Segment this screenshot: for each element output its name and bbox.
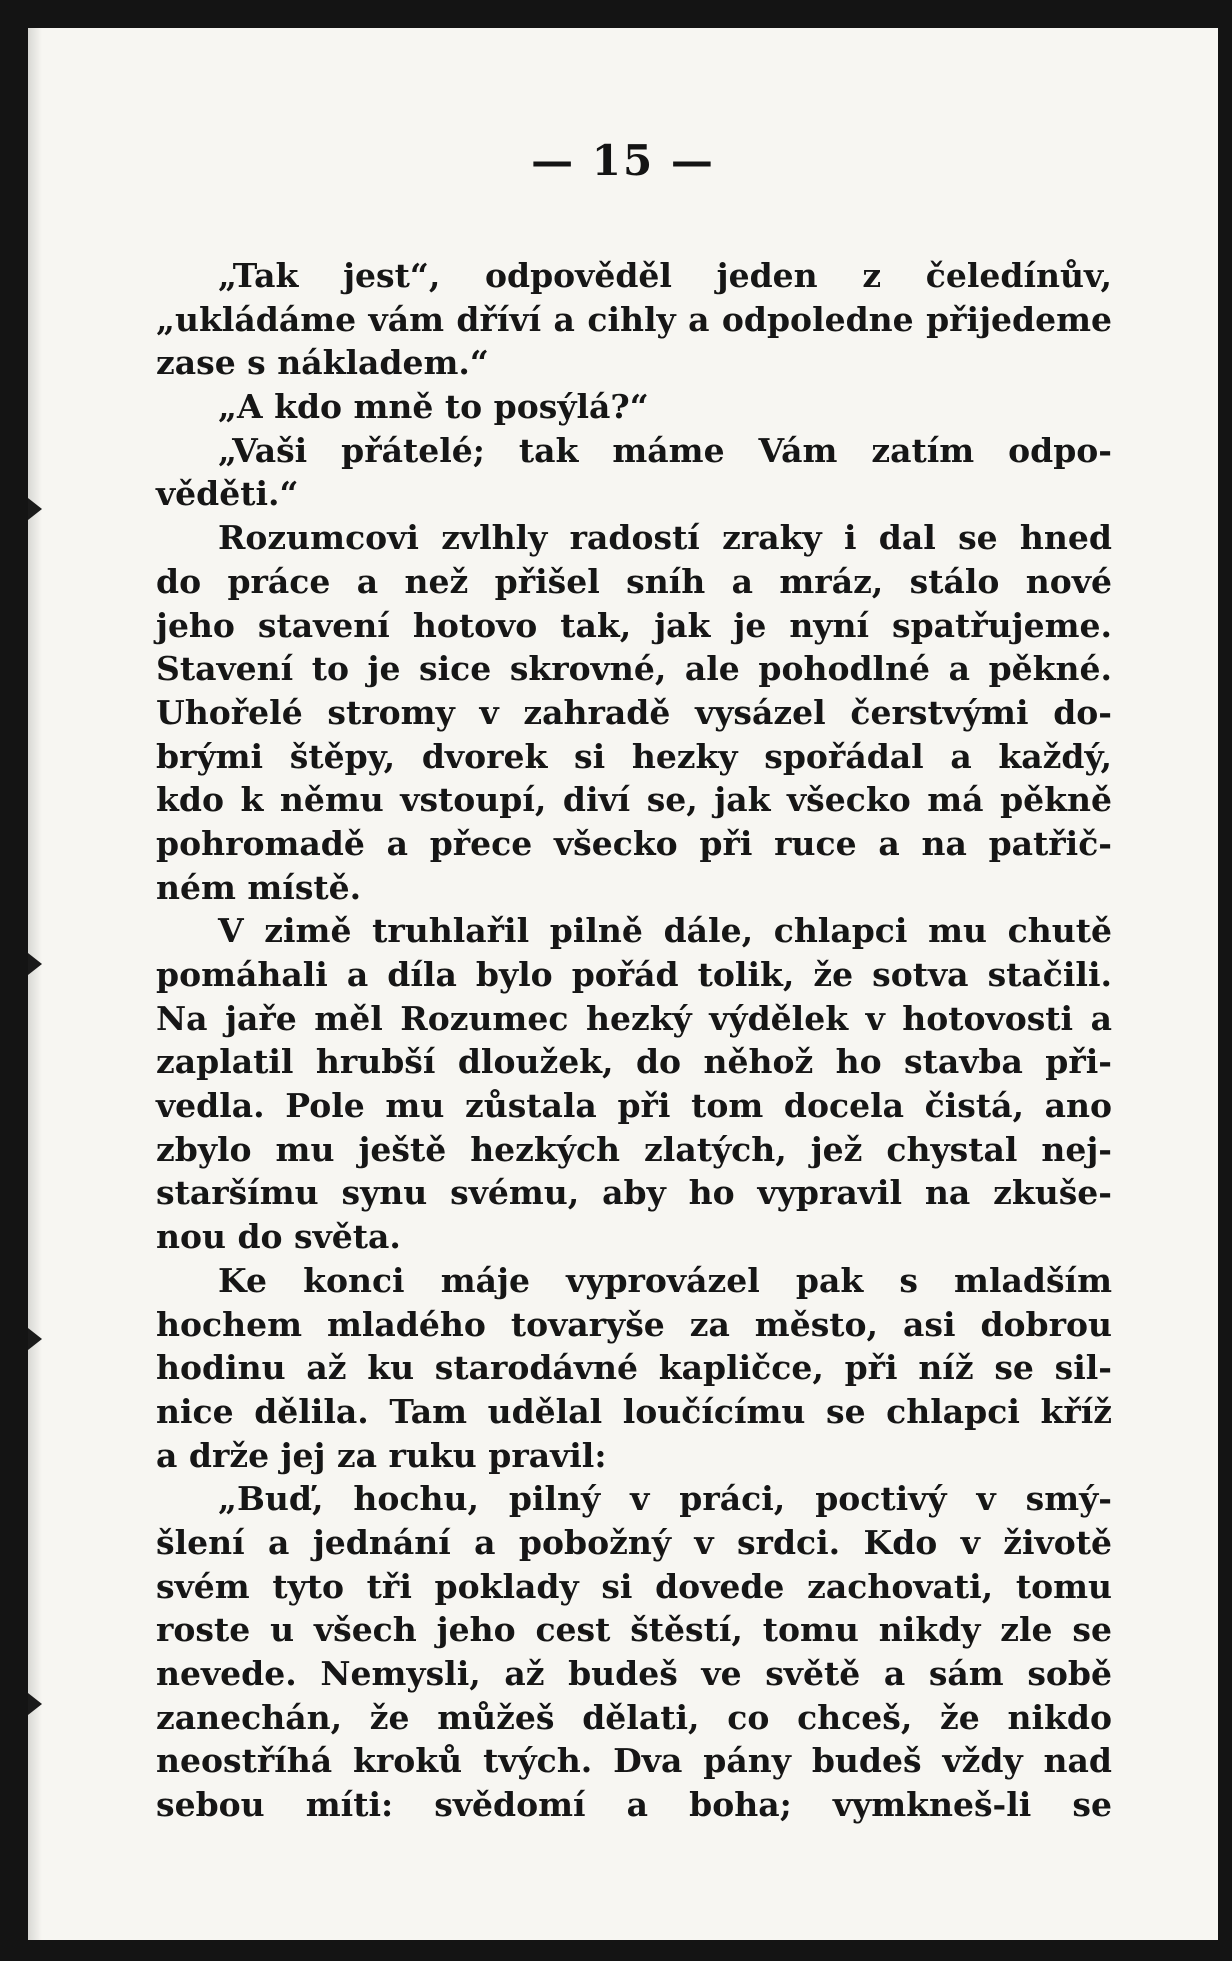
text-line: zanechán, že můžeš dělati, co chceš, že nikdo xyxy=(156,1697,1112,1737)
text-line: Na jaře měl Rozumec hezký výdělek v hotovosti a xyxy=(156,998,1112,1038)
text-line: kdo k němu vstoupí, diví se, jak všecko má pěkně xyxy=(156,780,1112,820)
text-line: nou do světa. xyxy=(156,1217,401,1257)
text-line: nice dělila. Tam udělal loučícímu se chlapci kříž xyxy=(156,1391,1112,1431)
text-line: „A kdo mně to posýlá?“ xyxy=(218,387,649,427)
text-line: do práce a než přišel sníh a mráz, stálo nové xyxy=(156,561,1112,601)
text-line: „Vaši přátelé; tak máme Vám zatím odpo- xyxy=(218,430,1112,470)
text-line: brými štěpy, dvorek si hezky spořádal a každý, xyxy=(156,736,1112,776)
text-line: pomáhali a díla bylo pořád tolik, že sotva stačili. xyxy=(156,955,1112,994)
text-line: zase s nákladem.“ xyxy=(156,343,489,383)
body-text xyxy=(156,254,1112,1827)
text-line: roste u všech jeho cest štěstí, tomu nikdy zle se xyxy=(156,1610,1112,1650)
text-line: Uhořelé stromy v zahradě vysázel čerstvými do- xyxy=(156,692,1112,732)
text-line: nevede. Nemysli, až budeš ve světě a sám sobě xyxy=(156,1654,1112,1693)
text-line: Ke konci máje vyprovázel pak s mladším xyxy=(218,1260,1112,1300)
text-line: Rozumcovi zvlhly radostí zraky i dal se hned xyxy=(218,518,1112,558)
text-line: Stavení to je sice skrovné, ale pohodlné a pěkné. xyxy=(156,649,1112,689)
text-line: zaplatil hrubší dloužek, do něhož ho stavba při- xyxy=(156,1042,1112,1082)
page-edge-shadow xyxy=(28,28,42,1940)
text-line: sebou míti: svědomí a boha; vymkneš-li se xyxy=(156,1785,1112,1825)
text-line: věděti.“ xyxy=(156,474,299,514)
text-line: neostříhá kroků tvých. Dva pány budeš vždy nad xyxy=(156,1741,1112,1781)
text-line: jeho stavení hotovo tak, jak je nyní spatřujeme. xyxy=(156,605,1112,645)
text-line: zbylo mu ještě hezkých zlatých, jež chystal nej- xyxy=(156,1129,1112,1169)
book-page xyxy=(28,28,1218,1940)
text-line: ném místě. xyxy=(156,867,362,907)
text-line: a drže jej za ruku pravil: xyxy=(156,1435,607,1475)
text-line: svém tyto tři poklady si dovede zachovati, tomu xyxy=(156,1566,1112,1606)
text-line: šlení a jednání a pobožný v srdci. Kdo v životě xyxy=(156,1522,1112,1562)
text-line: hochem mladého tovaryše za město, asi dobrou xyxy=(156,1304,1112,1344)
text-line: staršímu synu svému, aby ho vypravil na zkuše- xyxy=(156,1173,1112,1213)
text-line: pohromadě a přece všecko při ruce a na patřič- xyxy=(156,823,1112,863)
text-line: „ukládáme vám dříví a cihly a odpoledne přijedeme xyxy=(156,299,1112,339)
text-line: „Buď, hochu, pilný v práci, poctivý v smý- xyxy=(218,1479,1112,1519)
text-line: vedla. Pole mu zůstala při tom docela čistá, ano xyxy=(156,1086,1112,1126)
text-line: hodinu až ku starodávné kapličce, při níž se sil- xyxy=(156,1348,1112,1388)
page-number: — 15 — xyxy=(531,136,715,185)
text-line: „Tak jest“, odpověděl jeden z čeledínův, xyxy=(218,256,1112,295)
text-line: V zimě truhlařil pilně dále, chlapci mu chutě xyxy=(218,911,1112,951)
